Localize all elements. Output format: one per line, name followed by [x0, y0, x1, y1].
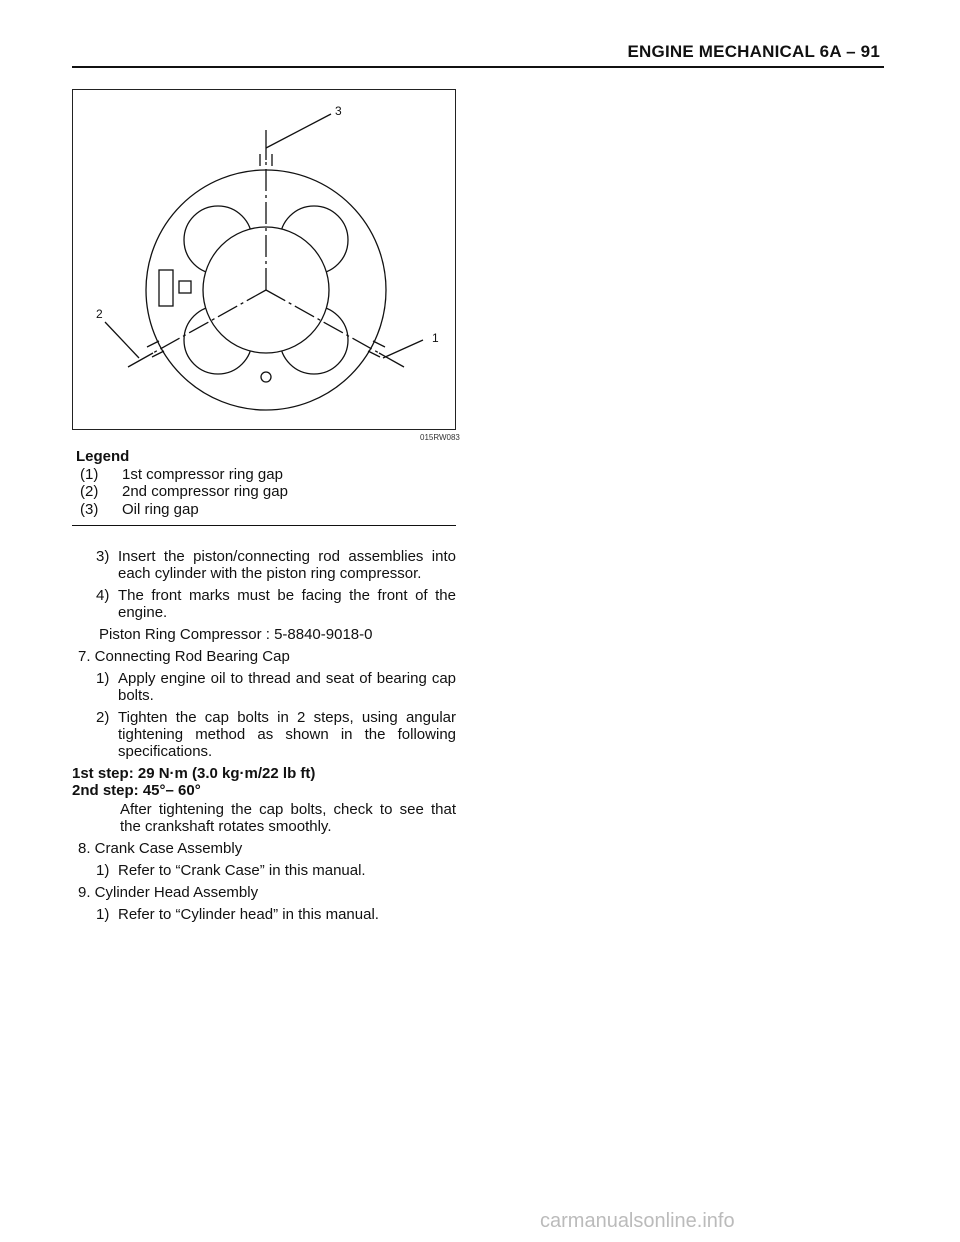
- legend: [76, 448, 288, 518]
- step-number: 1): [96, 862, 110, 879]
- legend-item-text: 1st compressor ring gap: [122, 465, 283, 483]
- legend-item-text: 2nd compressor ring gap: [122, 483, 288, 500]
- step-7-1: [72, 670, 456, 704]
- torque-step-2: 2nd step: 45°– 60°: [72, 782, 201, 799]
- step-number: 1): [96, 670, 110, 687]
- header-title: ENGINE MECHANICAL 6A – 91: [627, 42, 880, 61]
- gap-tick: [368, 351, 380, 357]
- gap-tick: [152, 351, 164, 357]
- step-9-1: [72, 906, 456, 923]
- step-4: [72, 587, 456, 621]
- piston-ring-gap-diagram: [72, 89, 456, 430]
- legend-item-text: Oil ring gap: [122, 500, 199, 518]
- gap-line-1-ext: [379, 353, 404, 367]
- leader-2: [105, 322, 139, 358]
- step-8-1: [72, 862, 456, 879]
- mark-square: [179, 281, 191, 293]
- leader-3: [266, 114, 331, 148]
- gap-tick: [147, 341, 159, 347]
- small-hole: [261, 372, 271, 382]
- section-9-heading: 9. Cylinder Head Assembly: [78, 884, 259, 901]
- step-text: Tighten the cap bolts in 2 steps, using angular tightening method as shown in the following specifications.: [118, 709, 456, 760]
- legend-divider: [72, 525, 456, 526]
- legend-item-num: (2): [80, 483, 99, 500]
- front-mark: [159, 270, 173, 306]
- step-3: [72, 548, 456, 582]
- step-number: 4): [96, 587, 110, 604]
- gap-tick: [373, 341, 385, 347]
- step-number: 2): [96, 709, 110, 726]
- watermark: carmanualsonline.info: [540, 1210, 735, 1232]
- callout-2: 2: [96, 307, 103, 321]
- page-header: [72, 42, 884, 68]
- legend-item-num: (3): [80, 500, 99, 518]
- callout-1: 1: [432, 331, 439, 345]
- step-7-2: [72, 709, 456, 760]
- after-tightening-note: After tightening the cap bolts, check to see that the crankshaft rotates smoothly.: [120, 801, 456, 835]
- section-8-heading: 8. Crank Case Assembly: [78, 840, 243, 857]
- tool-spec: Piston Ring Compressor : 5-8840-9018-0: [99, 626, 373, 643]
- gap-line-2-ext: [128, 353, 153, 367]
- section-7-heading: 7. Connecting Rod Bearing Cap: [78, 648, 290, 665]
- step-text: The front marks must be facing the front of the engine.: [118, 587, 456, 621]
- figure-code: 015RW083: [420, 433, 460, 442]
- legend-title: Legend: [76, 448, 130, 465]
- step-number: 1): [96, 906, 110, 923]
- torque-step-1: 1st step: 29 N·m (3.0 kg·m/22 lb ft): [72, 765, 316, 782]
- legend-item-num: (1): [80, 465, 99, 483]
- legend-item: [76, 483, 288, 501]
- procedure-text: [72, 548, 456, 928]
- step-text: Refer to “Cylinder head” in this manual.: [118, 906, 379, 923]
- legend-item: [76, 466, 288, 484]
- step-text: Apply engine oil to thread and seat of bearing cap bolts.: [118, 670, 456, 704]
- leader-1: [383, 340, 423, 358]
- diagram-svg: [73, 90, 457, 431]
- step-number: 3): [96, 548, 110, 565]
- callout-3: 3: [335, 104, 342, 118]
- step-text: Insert the piston/connecting rod assemblies into each cylinder with the piston ring compressor.: [118, 548, 456, 582]
- step-text: Refer to “Crank Case” in this manual.: [118, 862, 366, 879]
- legend-item: [76, 501, 288, 519]
